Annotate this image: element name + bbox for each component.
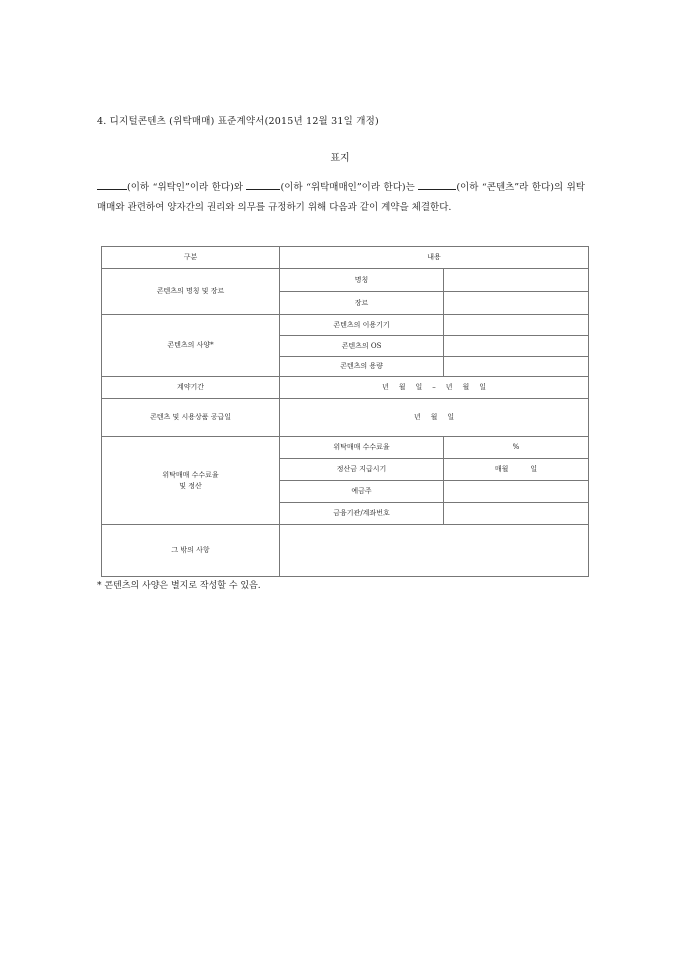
range-dash: – (432, 383, 436, 391)
start-month-unit: 월 (398, 383, 406, 391)
fee-label-line1: 위탁매매 수수료율 (162, 470, 219, 479)
percent-unit: % (512, 443, 520, 451)
contract-period-label: 계약기간 (102, 377, 280, 399)
payment-timing-value-cell[interactable] (444, 459, 589, 481)
account-holder-label: 예금주 (280, 481, 444, 503)
bank-account-value-cell[interactable] (444, 503, 589, 525)
day-unit: 일 (530, 465, 538, 473)
end-month-unit: 월 (462, 383, 470, 391)
supply-year-unit: 년 (413, 413, 421, 421)
os-value-cell[interactable] (444, 336, 589, 357)
consignee-blank (246, 178, 280, 190)
payment-timing-label: 정산금 지급시기 (280, 459, 444, 481)
other-label: 그 밖의 사항 (102, 525, 280, 577)
cover-title: 표지 (330, 153, 350, 164)
fee-settlement-label (102, 437, 280, 525)
device-value-cell[interactable] (444, 315, 589, 336)
supply-month-unit: 월 (430, 413, 438, 421)
name-genre-label: 콘텐츠의 명칭 및 장르 (102, 269, 280, 315)
other-row (102, 525, 589, 577)
device-label: 콘텐츠의 이용기기 (280, 315, 444, 336)
fee-rate-value-cell[interactable] (444, 437, 589, 459)
start-year-unit: 년 (381, 383, 389, 391)
header-category: 구분 (102, 247, 280, 269)
name-value-cell[interactable] (444, 269, 589, 292)
contract-period-row (102, 377, 589, 399)
supply-date-value[interactable] (280, 399, 589, 437)
size-value-cell[interactable] (444, 357, 589, 377)
size-label: 콘텐츠의 용량 (280, 357, 444, 377)
end-day-unit: 일 (479, 383, 487, 391)
supply-date-row (102, 399, 589, 437)
intro-paragraph (97, 178, 585, 218)
intro-part2: (이하 “위탁매매인”이라 한다)는 (280, 182, 415, 193)
fee-rate-row (102, 437, 589, 459)
other-value-cell[interactable] (280, 525, 589, 577)
cover-table (101, 246, 589, 577)
supply-day-unit: 일 (447, 413, 455, 421)
header-row (102, 247, 589, 269)
device-row (102, 315, 589, 336)
bank-account-label: 금융기관/계좌번호 (280, 503, 444, 525)
intro-part3: (이하 “콘텐츠”라 한다)의 위탁매매와 관련하여 양자간의 권리와 의무를 규정하기 위해 다음과 같이 계약을 체결한다. (97, 182, 585, 213)
document-heading: 4. 디지털콘텐츠 (위탁매매) 표준계약서(2015년 12월 31일 개정) (97, 116, 379, 127)
supply-date-label: 콘텐츠 및 시용상품 공급일 (102, 399, 280, 437)
end-year-unit: 년 (445, 383, 453, 391)
os-label: 콘텐츠의 OS (280, 336, 444, 357)
genre-label: 장르 (280, 292, 444, 315)
content-blank (418, 178, 456, 190)
name-row (102, 269, 589, 292)
genre-value-cell[interactable] (444, 292, 589, 315)
spec-label: 콘텐츠의 사양* (102, 315, 280, 377)
fee-label-line2: 및 정산 (179, 481, 202, 490)
start-day-unit: 일 (415, 383, 423, 391)
name-label: 명칭 (280, 269, 444, 292)
spec-footnote: * 콘텐츠의 사양은 별지로 작성할 수 있음. (97, 581, 261, 591)
intro-part1: (이하 “위탁인”이라 한다)와 (127, 182, 243, 193)
contract-period-value[interactable] (280, 377, 589, 399)
account-holder-value-cell[interactable] (444, 481, 589, 503)
header-content: 내용 (280, 247, 589, 269)
consignor-blank (97, 178, 127, 190)
monthly-text: 매월 (494, 465, 509, 473)
fee-rate-label: 위탁매매 수수료율 (280, 437, 444, 459)
